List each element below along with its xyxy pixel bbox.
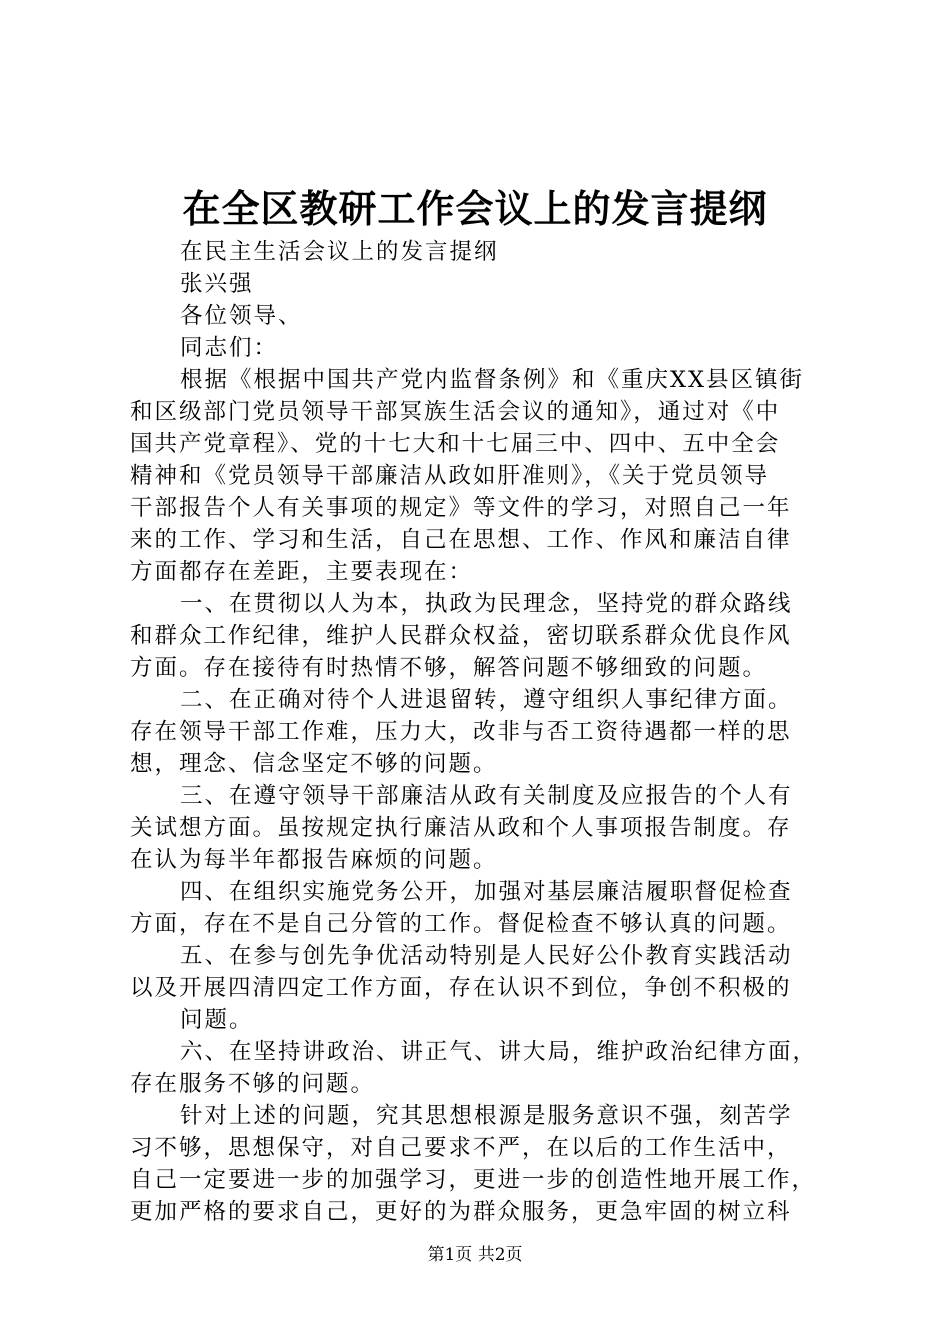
body-line: 自己一定要进一步的加强学习，更进一步的创造性地开展工作， — [130, 1167, 817, 1193]
body-line: 张兴强 — [180, 271, 254, 297]
document-body — [130, 236, 830, 1228]
body-line: 方面，存在不是自己分管的工作。督促检查不够认真的问题。 — [130, 911, 792, 937]
body-line: 根据《根据中国共产党内监督条例》和《重庆XX县区镇街 — [180, 367, 805, 393]
body-line: 存在领导干部工作难，压力大，改非与否工资待遇都一样的思 — [130, 719, 792, 745]
body-line: 方面都存在差距，主要表现在： — [130, 559, 474, 585]
body-line: 六、在坚持讲政治、讲正气、讲大局，维护政治纪律方面， — [180, 1039, 818, 1065]
body-line: 和群众工作纪律，维护人民群众权益，密切联系群众优良作风 — [130, 623, 792, 649]
body-line: 国共产党章程》、党的十七大和十七届三中、四中、五中全会 — [130, 431, 781, 457]
body-line: 三、在遵守领导干部廉洁从政有关制度及应报告的个人有 — [180, 783, 793, 809]
document-title: 在全区教研工作会议上的发言提纲 — [182, 186, 768, 231]
body-line: 想，理念、信念坚定不够的问题。 — [130, 751, 498, 777]
body-line: 存在服务不够的问题。 — [130, 1071, 376, 1097]
body-line: 和区级部门党员领导干部冥族生活会议的通知》，通过对《中 — [130, 399, 781, 425]
body-line: 同志们： — [180, 335, 279, 361]
body-line: 各位领导、 — [180, 303, 303, 329]
page-footer: 第1页 共2页 — [427, 1245, 523, 1265]
body-line: 在民主生活会议上的发言提纲 — [180, 239, 499, 265]
body-line: 干部报告个人有关事项的规定》等文件的学习，对照自己一年 — [130, 495, 792, 521]
body-line: 一、在贯彻以人为本，执政为民理念，坚持党的群众路线 — [180, 591, 793, 617]
body-line: 以及开展四清四定工作方面，存在认识不到位，争创不积极的 — [130, 975, 792, 1001]
body-line: 方面。存在接待有时热情不够，解答问题不够细致的问题。 — [130, 655, 768, 681]
body-line: 问题。 — [180, 1007, 254, 1033]
body-line: 在认为每半年都报告麻烦的问题。 — [130, 847, 498, 873]
body-line: 针对上述的问题，究其思想根源是服务意识不强，刻苦学 — [180, 1103, 793, 1129]
body-line: 四、在组织实施党务公开，加强对基层廉洁履职督促检查 — [180, 879, 793, 905]
body-line: 关试想方面。虽按规定执行廉洁从政和个人事项报告制度。存 — [130, 815, 792, 841]
body-line: 二、在正确对待个人进退留转，遵守组织人事纪律方面。 — [180, 687, 793, 713]
body-line: 习不够，思想保守，对自己要求不严，在以后的工作生活中， — [130, 1135, 792, 1161]
body-line: 更加严格的要求自己，更好的为群众服务，更急牢固的树立科 — [130, 1199, 792, 1225]
body-line: 精神和《党员领导干部廉洁从政如肝准则》，《关于党员领导 — [130, 463, 770, 489]
body-line: 来的工作、学习和生活，自己在思想、工作、作风和廉洁自律 — [130, 527, 792, 553]
body-line: 五、在参与创先争优活动特别是人民好公仆教育实践活动 — [180, 943, 793, 969]
